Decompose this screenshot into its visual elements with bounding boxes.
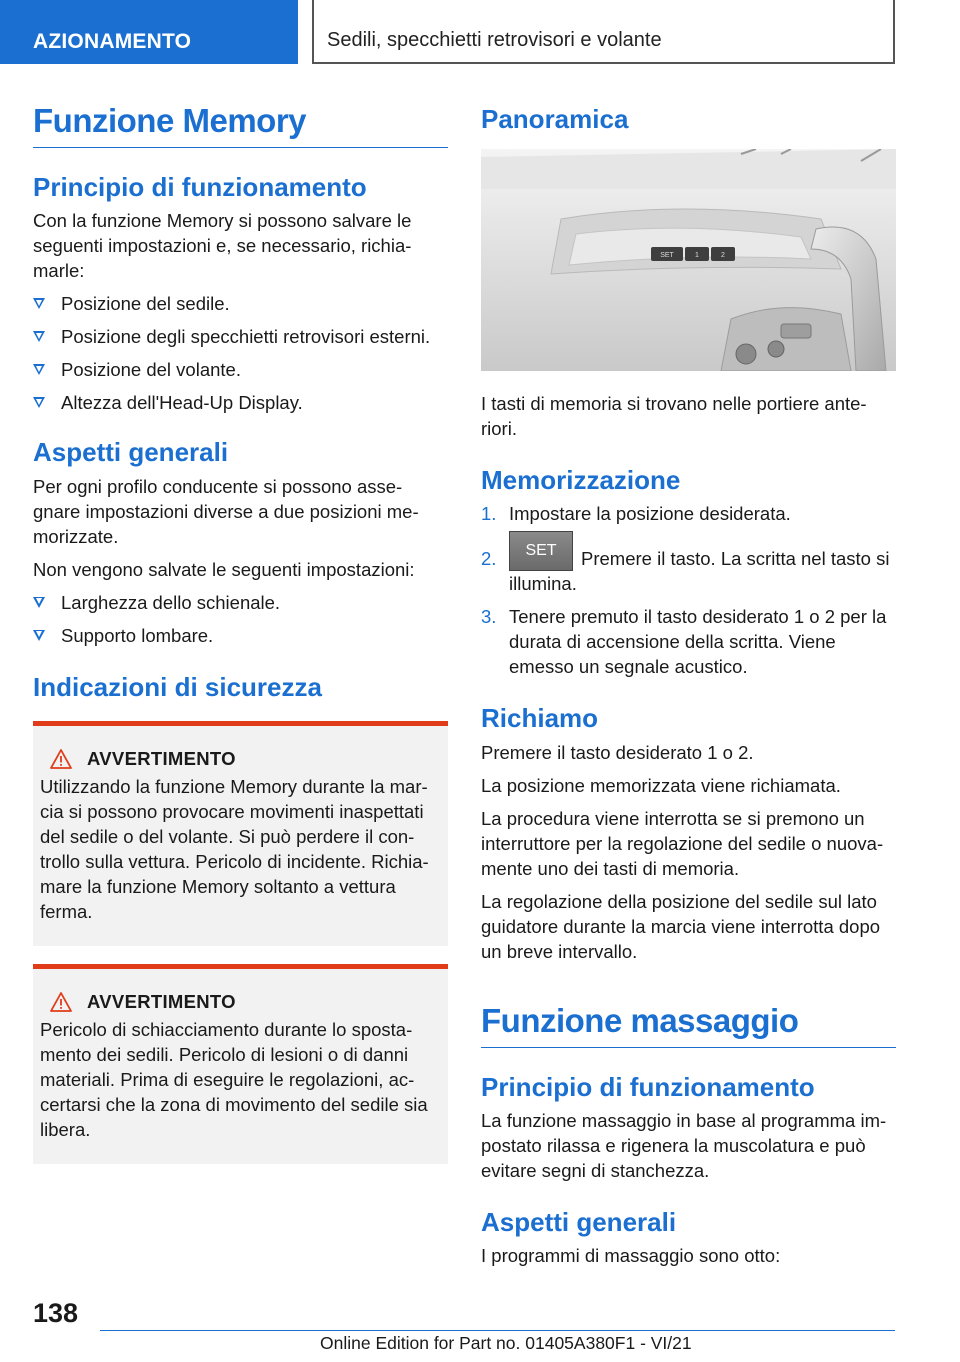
photo-caption: I tasti di memoria si trovano nelle portiere ante-riori. <box>481 393 867 440</box>
list-item-text: Posizione degli specchietti retrovisori esterni. <box>61 326 431 348</box>
list-item <box>33 390 448 415</box>
general-text-2: Non vengono salvate le seguenti impostazioni: <box>33 558 415 580</box>
door-panel-illustration <box>481 149 896 371</box>
warning-title: AVVERTIMENTO <box>87 990 236 1012</box>
massage-general-text: I programmi di massaggio sono otto: <box>481 1245 781 1267</box>
store-heading: Memorizzazione <box>481 465 681 496</box>
saved-items-list <box>33 291 448 415</box>
list-item <box>33 590 448 615</box>
warning-text: Pericolo di schiacciamento durante lo sposta-mento dei sedili. Pericolo di lesioni o di danni materiali. Prima di eseguire le regolazioni, ac-certarsi che la zona di movimento del sedile sia libera. <box>40 1018 428 1140</box>
warning-header <box>40 991 441 1013</box>
list-item <box>481 604 896 679</box>
list-item-text: Supporto lombare. <box>61 624 214 646</box>
safety-heading: Indicazioni di sicurezza <box>33 671 322 702</box>
massage-principle-text: La funzione massaggio in base al programma im-postato rilassa e rigenera la muscolatura e può evitare segni di stanchezza. <box>481 1110 887 1182</box>
warning-title: AVVERTIMENTO <box>87 747 236 769</box>
triangle-bullet-icon <box>33 597 45 608</box>
list-item-text: Altezza dell'Head-Up Display. <box>61 392 303 414</box>
list-item <box>33 357 448 382</box>
list-item-text: Posizione del sedile. <box>61 293 230 315</box>
list-item <box>481 542 896 596</box>
warning-box <box>33 964 448 1164</box>
massage-principle-heading: Principio di funzionamento <box>481 1071 815 1102</box>
store-steps-list <box>481 501 896 679</box>
triangle-bullet-icon <box>33 364 45 375</box>
warning-triangle-icon <box>50 749 72 769</box>
list-item <box>33 324 448 349</box>
warning-text: Utilizzando la funzione Memory durante la mar-cia si possono provocare movimenti inaspettati del sedile o del volante. Si può perdere il con-trollo sulla vettura. Pericolo di incidente. Richia-mare la funzione Memory soltanto a vettura ferma. <box>40 775 429 922</box>
memory-title: Funzione Memory <box>33 100 448 148</box>
triangle-bullet-icon <box>33 630 45 641</box>
step-text: Premere il tasto. La scritta nel tasto si illumina. <box>509 548 890 595</box>
triangle-bullet-icon <box>33 298 45 309</box>
door-memory-buttons-photo <box>481 149 896 371</box>
list-item <box>33 291 448 316</box>
photo-button-1-label: 1 <box>695 252 699 260</box>
recall-text-3: La procedura viene interrotta se si premono un interruttore per la regolazione del sedile o nuova-mente uno dei tasti di memoria. <box>481 807 884 879</box>
step-number: 2. <box>481 548 497 570</box>
edition-text: Online Edition for Part no. 01405A380F1 - VI/21 <box>320 1333 692 1353</box>
principle-text: Con la funzione Memory si possono salvare le seguenti impostazioni e, se necessario, richia-marle: <box>33 210 412 282</box>
page-number: 138 <box>33 1298 79 1328</box>
right-column <box>481 100 896 1276</box>
chapter-title: Sedili, specchietti retrovisori e volante <box>312 0 895 64</box>
list-item-text: Larghezza dello schienale. <box>61 591 281 613</box>
recall-heading: Richiamo <box>481 703 599 734</box>
massage-title: Funzione massaggio <box>481 1000 896 1048</box>
principle-heading: Principio di funzionamento <box>33 172 367 203</box>
overview-heading: Panoramica <box>481 104 629 134</box>
recall-text-4: La regolazione della posizione del sedile sul lato guidatore durante la marcia viene interrotta dopo un breve intervallo. <box>481 890 881 962</box>
step-text: Tenere premuto il tasto desiderato 1 o 2 per la durata di accensione della scritta. Viene emesso un segnale acustico. <box>509 606 887 678</box>
step-number: 1. <box>481 503 497 525</box>
step-text: Impostare la posizione desiderata. <box>509 503 791 525</box>
photo-button-2-label: 2 <box>721 252 725 260</box>
general-text-1: Per ogni profilo conducente si possono asse-gnare impostazioni diverse a due posizioni me-morizzate. <box>33 475 419 547</box>
set-key-icon: SET <box>509 531 573 571</box>
section-tab: AZIONAMENTO <box>0 0 298 64</box>
recall-text-2: La posizione memorizzata viene richiamata. <box>481 774 841 796</box>
photo-set-label: SET <box>660 252 674 260</box>
step-number: 3. <box>481 606 497 628</box>
warning-header <box>40 748 441 770</box>
list-item <box>33 623 448 648</box>
triangle-bullet-icon <box>33 397 45 408</box>
recall-text-1: Premere il tasto desiderato 1 o 2. <box>481 741 754 763</box>
warning-box <box>33 721 448 946</box>
left-column <box>33 100 448 1182</box>
footer-divider <box>100 1330 895 1331</box>
list-item <box>481 501 896 526</box>
triangle-bullet-icon <box>33 331 45 342</box>
massage-general-heading: Aspetti generali <box>481 1207 677 1238</box>
warning-triangle-icon <box>50 992 72 1012</box>
list-item-text: Posizione del volante. <box>61 359 241 381</box>
not-saved-items-list <box>33 590 448 648</box>
general-heading: Aspetti generali <box>33 437 229 468</box>
